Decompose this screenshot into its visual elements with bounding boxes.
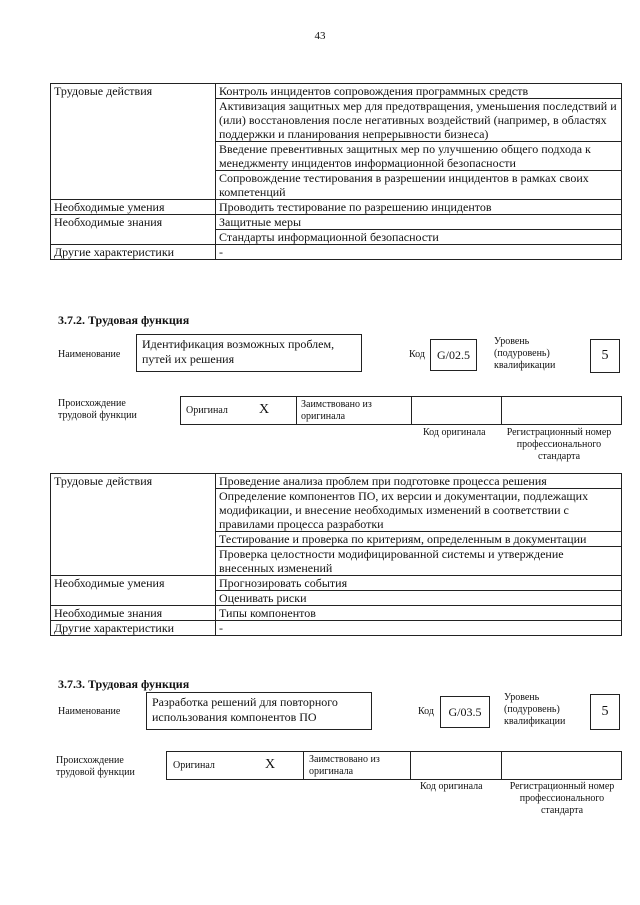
code-original-caption: Код оригинала	[420, 781, 483, 792]
table-row	[51, 84, 622, 200]
origin-label: Происхождение трудовой функции	[58, 398, 137, 421]
borrowed-label: Заимствовано из оригинала	[301, 399, 372, 422]
row-label: Трудовые действия	[51, 84, 216, 200]
list-item: Введение превентивных защитных мер по улучшению общего подхода к менеджменту инцидентов информационной безопасности	[216, 142, 621, 171]
list-item: Сопровождение тестирования в разрешении инцидентов в рамках своих компетенций	[219, 171, 589, 199]
reg-number-caption: Регистрационный номер профессионального стандарта	[509, 781, 615, 816]
code-label: Код	[418, 706, 434, 717]
table-row	[51, 621, 622, 636]
origin-box	[180, 396, 622, 425]
list-item: Типы компонентов	[216, 606, 622, 621]
divider	[296, 397, 297, 424]
name-label: Наименование	[58, 349, 121, 360]
list-item: Стандарты информационной безопасности	[219, 230, 439, 244]
table-row	[51, 200, 622, 215]
original-label: Оригинал	[173, 760, 215, 771]
table-row	[51, 474, 622, 576]
competence-table-1	[50, 83, 622, 260]
origin-label: Происхождение трудовой функции	[56, 755, 135, 778]
original-label: Оригинал	[186, 405, 228, 416]
table-row	[51, 245, 622, 260]
row-label: Трудовые действия	[51, 474, 216, 576]
list-item: Определение компонентов ПО, их версии и документации, подлежащих модификации, и внесение необходимых изменений в соответствии с правилами процесса разработки	[216, 489, 621, 532]
reg-number-caption: Регистрационный номер профессионального стандарта	[506, 427, 612, 462]
name-value: Разработка решений для повторного использования компонентов ПО	[146, 692, 372, 730]
row-label: Необходимые умения	[51, 576, 216, 606]
list-item: -	[216, 621, 622, 636]
name-value: Идентификация возможных проблем, путей их решения	[136, 334, 362, 372]
divider	[410, 752, 411, 779]
list-item: Проведение анализа проблем при подготовке процесса решения	[216, 474, 621, 489]
competence-table-2	[50, 473, 622, 636]
list-item: Тестирование и проверка по критериям, определенным в документации	[216, 532, 621, 547]
divider	[303, 752, 304, 779]
code-value: G/02.5	[430, 339, 477, 371]
page-number: 43	[314, 30, 326, 42]
list-item: Проверка целостности модифицированной системы и утверждение внесенных изменений	[219, 547, 564, 575]
divider	[501, 397, 502, 424]
original-mark: X	[259, 402, 270, 417]
original-mark: X	[265, 757, 276, 772]
level-label: Уровень (подуровень) квалификации	[504, 692, 566, 727]
code-value: G/03.5	[440, 696, 490, 728]
list-item: -	[216, 245, 622, 260]
section-heading: 3.7.2. Трудовая функция	[58, 313, 190, 327]
divider	[501, 752, 502, 779]
divider	[411, 397, 412, 424]
level-label: Уровень (подуровень) квалификации	[494, 336, 556, 371]
table-row	[51, 606, 622, 621]
row-label: Другие характеристики	[51, 621, 216, 636]
table-row	[51, 215, 622, 245]
list-item: Активизация защитных мер для предотвращения, уменьшения последствий и (или) восстановления после негативных воздействий (например, в областях поддержки и планирования непрерывности бизнеса)	[216, 99, 621, 142]
table-row	[51, 576, 622, 606]
section-heading: 3.7.3. Трудовая функция	[58, 677, 190, 691]
list-item: Защитные меры	[216, 215, 621, 230]
row-label: Необходимые знания	[51, 215, 216, 245]
borrowed-label: Заимствовано из оригинала	[309, 754, 380, 777]
origin-box	[166, 751, 622, 780]
level-value: 5	[590, 694, 620, 730]
name-label: Наименование	[58, 706, 121, 717]
level-value: 5	[590, 339, 620, 373]
code-label: Код	[409, 349, 425, 360]
list-item: Контроль инцидентов сопровождения программных средств	[216, 84, 621, 99]
list-item: Оценивать риски	[219, 591, 307, 605]
code-original-caption: Код оригинала	[423, 427, 486, 438]
row-label: Другие характеристики	[51, 245, 216, 260]
row-label: Необходимые умения	[51, 200, 216, 215]
list-item: Проводить тестирование по разрешению инцидентов	[216, 200, 622, 215]
row-label: Необходимые знания	[51, 606, 216, 621]
list-item: Прогнозировать события	[216, 576, 621, 591]
